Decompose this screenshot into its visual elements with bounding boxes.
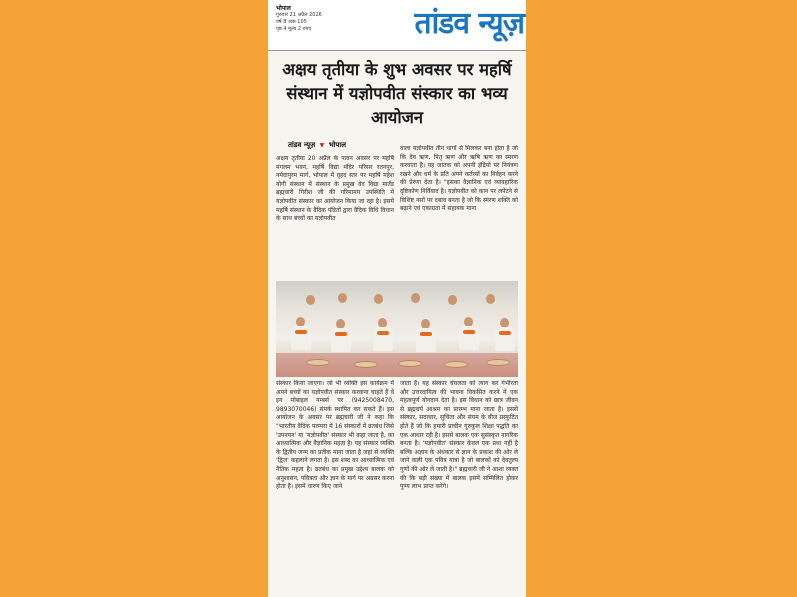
byline-source: तांडव न्यूज़ (288, 141, 316, 149)
photo-offering-tray (306, 359, 330, 366)
masthead-meta-line: गुरुवार 21 अप्रैल 2026 (276, 12, 322, 18)
newspaper-logo-title: तांडव न्यूज़ (414, 6, 524, 41)
article-column-2: वाला यज्ञोपवीत तीन धागों से मिलकर बना होता है जो कि देव ऋण, पितृ ऋण और ऋषि ऋण का स्मरण करवाता है। यह जातक को अपनी इंद्रियों पर नियंत्रण रखने और धर्म के प्रति अपने कर्तव्यों का निर्वहन करने की प्रेरणा देता है। "इसका वैज्ञानिक एवं व्यावहारिक दृष्टिकोण निर्विवाद है। यज्ञोपवीत को कान पर लपेटने से विशिष्ट नसों पर दबाव बनता है जो कि स्मरण शक्ति को बढ़ाने एवं एकाग्रता में सहायक माना (400, 145, 518, 213)
article-headline: अक्षय तृतीया के शुभ अवसर पर महर्षि संस्थान में यज्ञोपवीत संस्कार का भव्य आयोजन (282, 60, 512, 127)
ceremony-photo (276, 281, 518, 377)
byline-arrow-icon: ▼ (319, 142, 325, 149)
photo-offering-tray (486, 359, 510, 366)
photo-figure-garland (335, 332, 347, 336)
photo-figure-garland (377, 331, 389, 335)
photo-figure-garland (499, 331, 511, 335)
photo-offering-tray (398, 360, 422, 367)
byline-city: भोपाल (328, 141, 346, 149)
photo-figure-head (306, 295, 315, 305)
photo-offering-tray (354, 361, 378, 368)
masthead-meta-line: पृष्ठ 4 मूल्य 2 रुपए (276, 26, 312, 32)
masthead-meta-line: वर्ष 8 अंक 105 (276, 19, 307, 25)
photo-figure-head (448, 295, 457, 305)
masthead-divider (268, 50, 526, 51)
photo-figure-head (338, 293, 347, 303)
masthead-meta (276, 5, 346, 33)
masthead (268, 0, 526, 50)
photo-figure-head (486, 294, 495, 304)
photo-figure-garland (463, 330, 475, 334)
photo-figure-head (411, 293, 420, 303)
article-column-1: अक्षय तृतीया 20 अप्रैल के पावन अवसर पर महर्षि मंगलम भवन, महर्षि विद्या मंदिर परिसर रतनपुर, नर्मदापुरम मार्ग, भोपाल में वृहद स्तर पर महर्षि महेश योगी संस्थान में संस्थान के प्रमुख वेद विद्या मार्तंड ब्रह्मचारी गिरीश जी की गरिमामय उपस्थिति में यज्ञोपवीत संस्कार का आयोजन किया जा रहा है। इसमें महर्षि संस्थान के वैदिक पंडितों द्वारा वैदिक विधि विधान के साथ बच्चों का यज्ञोपवीत (276, 155, 394, 223)
photo-figure-garland (420, 332, 432, 336)
article-column-3: संस्कार किया जाएगा। जो भी व्यक्ति इस कार्यक्रम में अपने बच्चों का यज्ञोपवीत संस्कार करवाना चाहते हैं वे इन मोबाइल नम्बर्स पर (9425008470, 9893070046) संपर्क स्थापित कर सकते हैं। इस आयोजन के अवसर पर ब्रह्मचारी जी ने कहा कि "भारतीय वैदिक परम्परा में 16 संस्कारों में व्रतबंध जिसे 'उपनयन' या 'यज्ञोपवीत' संस्कार भी कहा जाता है, का आध्यात्मिक और वैज्ञानिक महत्व है। यह संस्कार व्यक्ति के द्वितीय जन्म का प्रतीक माना जाता है जहां से व्यक्ति 'द्विज' कहलाने लगता है। इस शब्द का आध्यात्मिक एवं नैतिक महत्व है। व्रतबंध का प्रमुख उद्देश्य बालक को अनुशासन, पवित्रता और ज्ञान के मार्ग पर अग्रसर करना होता है। इसमें धारण किए जाने (276, 380, 394, 491)
article-column-4: जाता है। यह संस्कार चंचलता को त्याग कर गंभीरता और उत्तरदायित्व की भावना विकसित करने में एक महत्वपूर्ण योगदान देता है। इस विधान को छात्र जीवन से ब्रह्मचर्य आश्रम का प्रारम्भ माना जाता है। इससे संस्कार, सदाचार, सुचिता और संयम के बीज प्रस्फुटित होते हैं जो कि हमारी प्राचीन गुरुकुल शिक्षा पद्धति का एक आधार रही है। इससे बालक एक सुसंस्कृत नागरिक बनता है। 'यज्ञोपवीत' संस्कार केवल एक प्रथा नहीं है बल्कि अज्ञान के अंधकार से ज्ञान के प्रकाश की ओर ले जाने वाली एक पवित्र यात्रा है जो बालकों को देवतुल्य गुणों की ओर ले जाती है।" ब्रह्मचारी जी ने आशा व्यक्त की कि बड़ी संख्या में बालक इसमें सम्मिलित होकर पुण्य लाभ प्राप्त करेंगे। (400, 380, 518, 491)
photo-figure-head (374, 294, 383, 304)
photo-offering-tray (444, 361, 468, 368)
newspaper-clipping (268, 0, 526, 597)
photo-figure-garland (295, 330, 307, 334)
masthead-city: भोपाल (276, 5, 291, 12)
